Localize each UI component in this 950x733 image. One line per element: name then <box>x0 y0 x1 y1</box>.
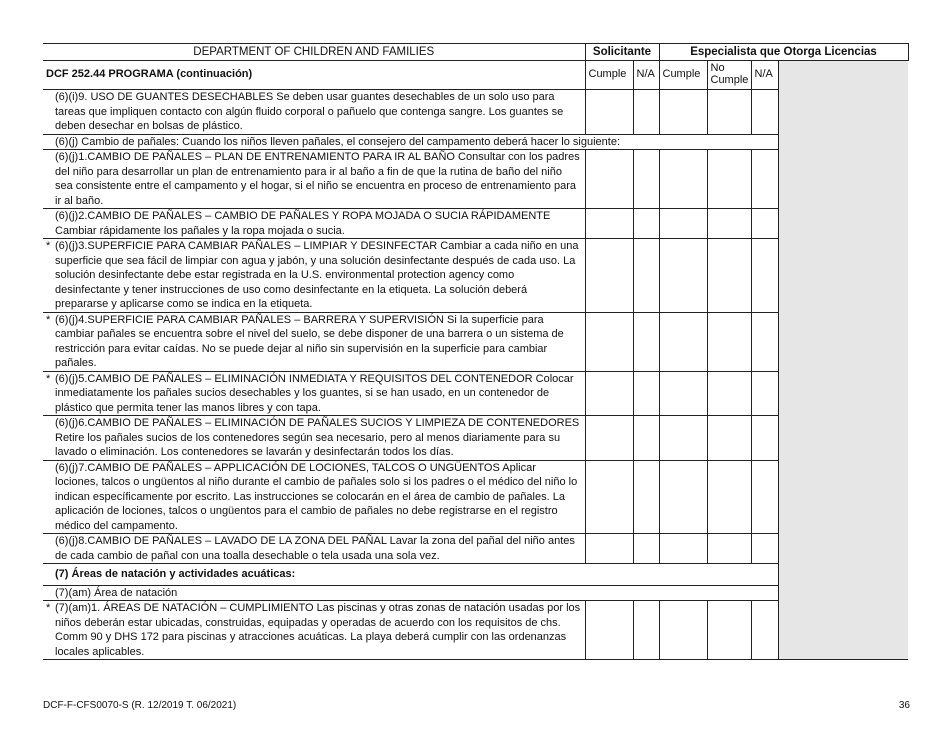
col-no-cumple <box>707 61 751 90</box>
requirement-text: (6)(j)2.CAMBIO DE PAÑALES – CAMBIO DE PAÑALES Y ROPA MOJADA O SUCIA RÁPIDAMENTE Cambiar rápidamente los pañales y la ropa mojada o sucia. <box>43 209 585 239</box>
checkbox-lic-na[interactable] <box>751 312 778 371</box>
critical-marker: * <box>46 313 51 326</box>
checkbox-na[interactable] <box>633 90 659 135</box>
checkbox-cumple[interactable] <box>585 90 633 135</box>
checkbox-cumple[interactable] <box>585 371 633 416</box>
checkbox-lic-no-cumple[interactable] <box>707 150 751 209</box>
checkbox-lic-na[interactable] <box>751 460 778 534</box>
checkbox-lic-cumple[interactable] <box>659 371 707 416</box>
checkbox-na[interactable] <box>633 534 659 564</box>
checkbox-lic-cumple[interactable] <box>659 209 707 239</box>
department-name: DEPARTMENT OF CHILDREN AND FAMILIES <box>43 44 585 61</box>
section-7-sub: (7)(am) Área de natación <box>43 585 778 601</box>
checkbox-lic-cumple[interactable] <box>659 601 707 660</box>
checkbox-lic-no-cumple[interactable] <box>707 90 751 135</box>
requirement-text: (6)(i)9. USO DE GUANTES DESECHABLES Se deben usar guantes desechables de un solo uso para tareas que impliquen contacto con algún fluido corporal o pañuelo que contenga sangre. Los guantes se deben desechar en bolsas de plástico. <box>43 90 585 135</box>
checkbox-lic-no-cumple[interactable] <box>707 209 751 239</box>
checkbox-lic-na[interactable] <box>751 90 778 135</box>
checklist-table <box>43 43 909 660</box>
checkbox-na[interactable] <box>633 239 659 313</box>
form-id: DCF-F-CFS0070-S (R. 12/2019 T. 06/2021) <box>43 700 237 711</box>
checkbox-lic-na[interactable] <box>751 150 778 209</box>
critical-marker: * <box>46 240 51 252</box>
checkbox-cumple[interactable] <box>585 534 633 564</box>
checkbox-lic-no-cumple[interactable] <box>707 601 751 660</box>
checkbox-lic-na[interactable] <box>751 371 778 416</box>
checkbox-lic-na[interactable] <box>751 209 778 239</box>
critical-marker: * <box>46 372 51 385</box>
requirement-text: (6)(j)6.CAMBIO DE PAÑALES – ELIMINACIÓN DE PAÑALES SUCIOS Y LIMPIEZA DE CONTENEDORES Retire los pañales sucios de los contenedores según sea necesario, pero al menos diariamente para su lavado o eliminación. Los contenedores se lavarán y desinfectarán todos los días. <box>43 416 585 461</box>
checkbox-na[interactable] <box>633 601 659 660</box>
checkbox-lic-na[interactable] <box>751 239 778 313</box>
checkbox-lic-no-cumple[interactable] <box>707 460 751 534</box>
col-na: N/A <box>633 61 659 90</box>
checkbox-lic-no-cumple[interactable] <box>707 312 751 371</box>
section-7-title: (7) Áreas de natación y actividades acuáticas: <box>43 564 778 586</box>
checkbox-na[interactable] <box>633 371 659 416</box>
checkbox-cumple[interactable] <box>585 239 633 313</box>
header-row <box>43 44 908 61</box>
form-page <box>43 43 908 660</box>
checkbox-lic-cumple[interactable] <box>659 416 707 461</box>
solicitante-header: Solicitante <box>585 44 659 61</box>
checkbox-lic-cumple[interactable] <box>659 90 707 135</box>
checkbox-cumple[interactable] <box>585 312 633 371</box>
col-na-lic: N/A <box>751 61 778 90</box>
checkbox-lic-cumple[interactable] <box>659 150 707 209</box>
checkbox-lic-na[interactable] <box>751 601 778 660</box>
requirement-text: (6)(j)8.CAMBIO DE PAÑALES – LAVADO DE LA ZONA DEL PAÑAL Lavar la zona del pañal del niño antes de cada cambio de pañal con una toalla desechable o tela usada una sola vez. <box>43 534 585 564</box>
page-number: 36 <box>898 700 910 711</box>
requirement-text: * (7)(am)1. ÁREAS DE NATACIÓN – CUMPLIMIENTO Las piscinas y otras zonas de natación usadas por los niños deberán estar ubicadas, construidas, equipadas y operadas de acuerdo con los requisitos de chs. Comm 90 y DHS 172 para piscinas y atracciones acuáticas. La playa deberá cumplir con las ordenanzas locales aplicables. <box>43 601 585 660</box>
column-header-row <box>43 61 908 90</box>
checkbox-na[interactable] <box>633 416 659 461</box>
shaded-column <box>778 61 908 660</box>
checkbox-cumple[interactable] <box>585 416 633 461</box>
critical-marker: * <box>46 602 51 614</box>
checkbox-na[interactable] <box>633 460 659 534</box>
especialista-header: Especialista que Otorga Licencias <box>659 44 908 61</box>
checkbox-lic-cumple[interactable] <box>659 534 707 564</box>
col-no-cumple-label: Cumple <box>710 74 749 86</box>
section-title: DCF 252.44 PROGRAMA (continuación) <box>43 61 585 90</box>
checkbox-lic-no-cumple[interactable] <box>707 371 751 416</box>
checkbox-lic-cumple[interactable] <box>659 239 707 313</box>
col-cumple-lic: Cumple <box>659 61 707 90</box>
checkbox-cumple[interactable] <box>585 460 633 534</box>
subsection-heading: (6)(j) Cambio de pañales: Cuando los niños lleven pañales, el consejero del campamento deberá hacer lo siguiente: <box>43 134 778 150</box>
checkbox-lic-no-cumple[interactable] <box>707 534 751 564</box>
checkbox-na[interactable] <box>633 150 659 209</box>
col-no-label: No <box>710 62 725 74</box>
requirement-text: * (6)(j)3.SUPERFICIE PARA CAMBIAR PAÑALES – LIMPIAR Y DESINFECTAR Cambiar a cada niño en una superficie que sea fácil de limpiar con agua y jabón, y una solución desinfectante después de cada uso. La solución desinfectante debe estar registrada en la U.S. environmental protection agency como desinfectante y tener instrucciones de uso como desinfectante en la etiqueta. La solución deberá prepararse y aplicarse como se indica en la etiqueta. <box>43 239 585 313</box>
checkbox-cumple[interactable] <box>585 150 633 209</box>
checkbox-cumple[interactable] <box>585 601 633 660</box>
checkbox-lic-cumple[interactable] <box>659 312 707 371</box>
requirement-text: * (6)(j)5.CAMBIO DE PAÑALES – ELIMINACIÓN INMEDIATA Y REQUISITOS DEL CONTENEDOR Colocar inmediatamente los pañales sucios desechables y los guantes, si se han usado, en un contenedor de plástico que permita tener las manos libres y con tapa. <box>43 371 585 416</box>
checkbox-na[interactable] <box>633 312 659 371</box>
checkbox-lic-na[interactable] <box>751 416 778 461</box>
checkbox-lic-cumple[interactable] <box>659 460 707 534</box>
requirement-text: * (6)(j)4.SUPERFICIE PARA CAMBIAR PAÑALES – BARRERA Y SUPERVISIÓN Si la superficie para cambiar pañales se encuentra sobre el nivel del suelo, se debe disponer de una barrera o un sistema de restricción para evitar caídas. No se puede dejar al niño sin supervisión en la superficie para cambiar pañales. <box>43 312 585 371</box>
checkbox-na[interactable] <box>633 209 659 239</box>
requirement-text: (6)(j)1.CAMBIO DE PAÑALES – PLAN DE ENTRENAMIENTO PARA IR AL BAÑO Consultar con los padres del niño para desarrollar un plan de entrenamiento para ir al baño a fin de que la rutina de baño del niño sea consistente entre el campamento y el hogar, si el niño se encuentra en proceso de entrenamiento para ir al baño. <box>43 150 585 209</box>
checkbox-lic-na[interactable] <box>751 534 778 564</box>
requirement-text: (6)(j)7.CAMBIO DE PAÑALES – APPLICACIÓN DE LOCIONES, TALCOS O UNGÜENTOS Aplicar lociones, talcos o ungüentos al niño durante el cambio de pañales solo si los padres o el médico del niño lo indican específicamente por escrito. Las instrucciones se colocarán en el área de cambio de pañales. La aplicación de lociones, talcos o ungüentos para el cambio de pañales no debe registrarse en el registro médico del campamento. <box>43 460 585 534</box>
checkbox-cumple[interactable] <box>585 209 633 239</box>
checkbox-lic-no-cumple[interactable] <box>707 239 751 313</box>
checkbox-lic-no-cumple[interactable] <box>707 416 751 461</box>
col-cumple: Cumple <box>585 61 633 90</box>
